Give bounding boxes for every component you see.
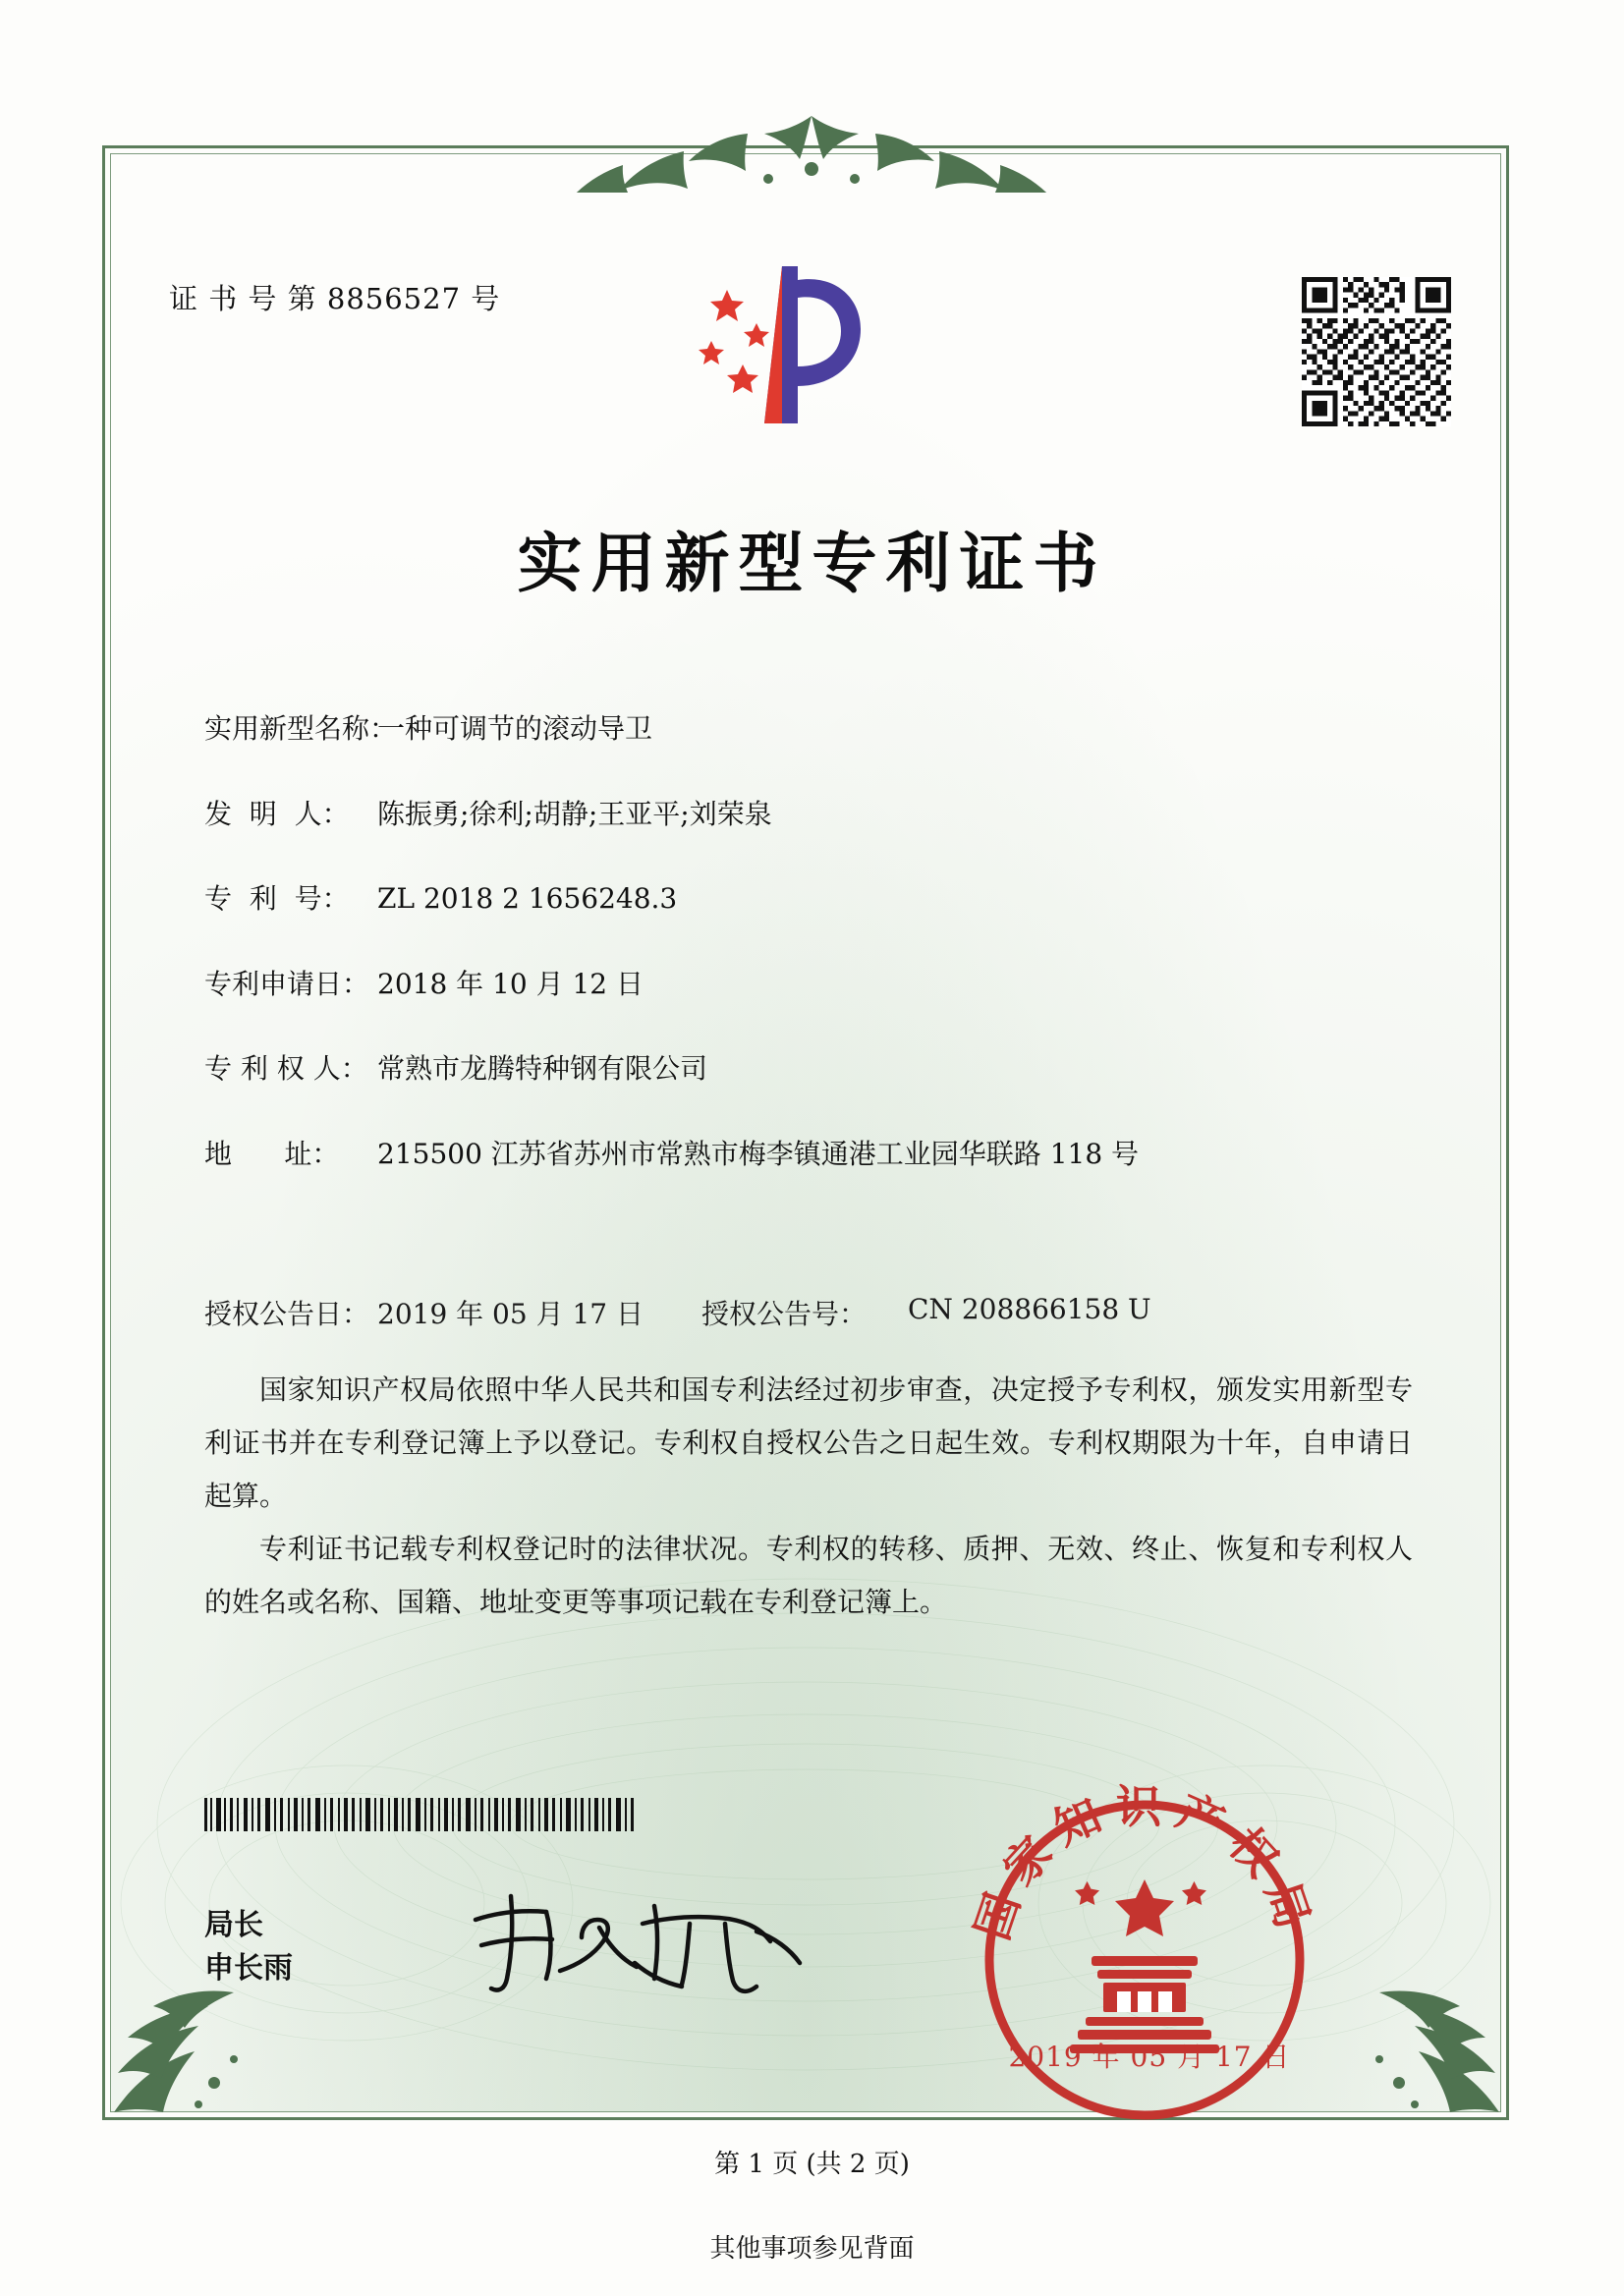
field-row-patentee (204, 1049, 1383, 1090)
seal-date: 2019 年 05 月 17 日 (1008, 2041, 1291, 2073)
handwritten-signature (462, 1876, 815, 2004)
publication-date-value: 2019 年 05 月 17 日 (377, 1298, 644, 1330)
signature-block (204, 1904, 293, 1990)
field-label: 实用新型名称： (204, 712, 398, 745)
signature-title: 局长 (204, 1908, 263, 1942)
field-list (204, 709, 1383, 1220)
field-value: ZL 2018 2 1656248.3 (377, 882, 678, 916)
field-row-inventors (204, 795, 1383, 835)
field-value: 2018 年 10 月 12 日 (377, 967, 644, 1000)
legal-paragraph-2: 专利证书记载专利权登记时的法律状况。专利权的转移、质押、无效、终止、恢复和专利权人的姓名或名称、国籍、地址变更等事项记载在专利登记簿上。 (204, 1533, 1413, 1618)
ornament-top (546, 108, 1077, 193)
field-label: 发 明 人： (204, 797, 350, 830)
official-seal (948, 1764, 1341, 2156)
field-row-name (204, 709, 1383, 750)
publication-number-value: CN 208866158 U (908, 1293, 1151, 1325)
field-value: 陈振勇;徐利;胡静;王亚平;刘荣泉 (377, 797, 772, 830)
footnote: 其他事项参见背面 (709, 2234, 915, 2264)
qr-code (1302, 277, 1451, 426)
publication-number-label: 授权公告号： (701, 1298, 868, 1330)
field-value: 一种可调节的滚动导卫 (377, 712, 653, 745)
field-value: 常熟市龙腾特种钢有限公司 (377, 1052, 708, 1086)
field-row-patent-number (204, 879, 1383, 920)
certificate-number: 证 书 号 第 8856527 号 (169, 282, 501, 315)
publication-date-label: 授权公告日： (204, 1298, 370, 1330)
barcode (204, 1798, 637, 1831)
signature-name: 申长雨 (204, 1951, 293, 1986)
field-row-application-date (204, 965, 1383, 1005)
field-label: 专利申请日： (204, 967, 370, 1000)
field-label: 专 利 号： (204, 882, 350, 916)
cnipa-logo-icon (688, 251, 884, 437)
field-label: 地 址： (204, 1137, 340, 1170)
publication-row (204, 1293, 1403, 1332)
field-label: 专 利 权 人： (204, 1052, 368, 1086)
legal-paragraph-1: 国家知识产权局依照中华人民共和国专利法经过初步审查，决定授予专利权，颁发实用新型专利证书并在专利登记簿上予以登记。专利权自授权公告之日起生效。专利权期限为十年，自申请日起算。 (204, 1373, 1413, 1512)
field-row-address (204, 1135, 1383, 1175)
svg-text:国家知识产权局: 国家知识产权局 (965, 1780, 1324, 1947)
field-value: 215500 江苏省苏州市常熟市梅李镇通港工业园华联路 118 号 (377, 1137, 1140, 1170)
page-number: 第 1 页 (共 2 页) (714, 2150, 910, 2179)
page-title: 实用新型专利证书 (517, 525, 1107, 601)
